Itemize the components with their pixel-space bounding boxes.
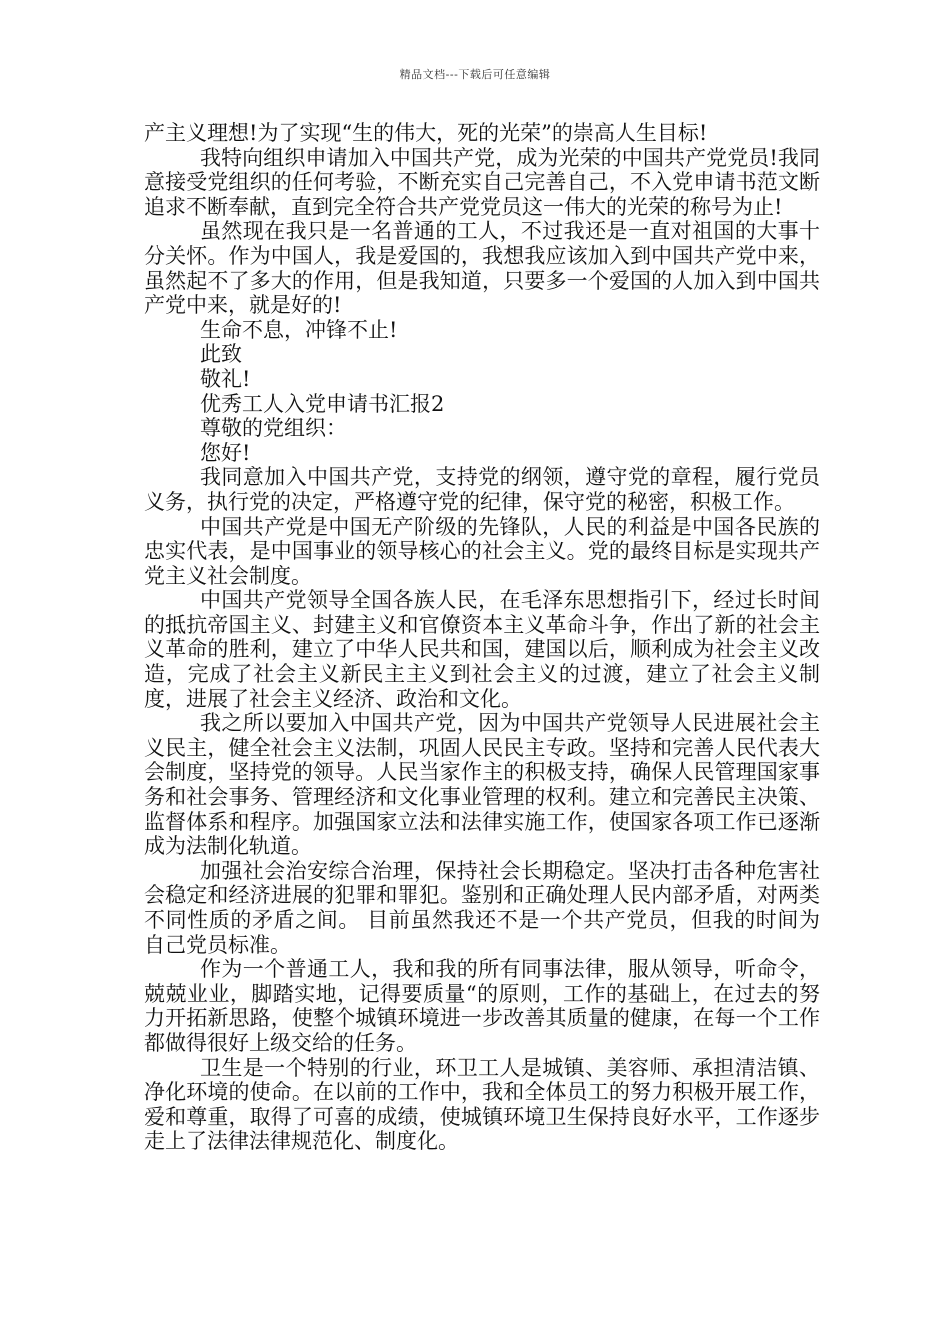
closing-salutation: 此致: [200, 342, 242, 367]
paragraph: 我同意加入中国共产党，支持党的纲领，遵守党的章程，履行党员义务，执行党的决定，严格遵守党的纪律，保守党的秘密，积极工作。: [144, 465, 820, 514]
paragraph: 加强社会治安综合治理，保持社会长期稳定。坚决打击各种危害社会稳定和经济进展的犯罪和罪犯。鉴别和正确处理人民内部矛盾，对两类不同性质的矛盾之间。 目前虽然我还不是一个共产党员，但我的时间为自己党员标准。: [144, 858, 820, 957]
paragraph: 作为一个普通工人，我和我的所有同事法律，服从领导，听命令，兢兢业业，脚踏实地，记得要质量“的原则，工作的基础上，在过去的努力开拓新思路，使整个城镇环境进一步改善其质量的健康，在每一个工作都做得很好上级交给的任务。: [144, 957, 820, 1055]
document-body: [144, 121, 820, 1154]
greeting: 您好!: [200, 440, 251, 465]
paragraph: 中国共产党领导全国各族人民，在毛泽东思想指引下，经过长时间的抵抗帝国主义、封建主义和官僚资本主义革命斗争，作出了新的社会主义革命的胜利，建立了中华人民共和国，建国以后，顺利成为社会主义改造，完成了社会主义新民主主义到社会主义的过渡，建立了社会主义制度，进展了社会主义经济、政治和文化。: [144, 588, 820, 711]
page-header: 精品文档---下载后可任意编辑: [399, 68, 551, 81]
paragraph: 我之所以要加入中国共产党，因为中国共产党领导人民进展社会主义民主，健全社会主义法制，巩固人民民主专政。坚持和完善人民代表大会制度，坚持党的领导。人民当家作主的积极支持，确保人民管理国家事务和社会事务、管理经济和文化事业管理的权利。建立和完善民主决策、监督体系和程序。加强国家立法和法律实施工作，使国家各项工作已逐渐成为法制化轨道。: [144, 711, 820, 859]
paragraph: 中国共产党是中国无产阶级的先锋队，人民的利益是中国各民族的忠实代表，是中国事业的领导核心的社会主义。党的最终目标是实现共产党主义社会制度。: [144, 514, 820, 588]
paragraph: 生命不息，冲锋不止!: [200, 317, 398, 342]
closing-salutation: 敬礼!: [200, 366, 251, 391]
section-title: 优秀工人入党申请书汇报2: [200, 391, 445, 416]
paragraph: 卫生是一个特别的行业，环卫工人是城镇、美容师、承担清洁镇、净化环境的使命。在以前的工作中，我和全体员工的努力积极开展工作，爱和尊重，取得了可喜的成绩，使城镇环境卫生保持良好水平，工作逐步走上了法律法律规范化、制度化。: [144, 1055, 820, 1154]
greeting: 尊敬的党组织：: [200, 416, 347, 441]
paragraph: 产主义理想!为了实现“生的伟大，死的光荣”的崇高人生目标!: [144, 121, 708, 145]
paragraph: 虽然现在我只是一名普通的工人，不过我还是一直对祖国的大事十分关怀。作为中国人，我是爱国的，我想我应该加入到中国共产党中来，虽然起不了多大的作用，但是我知道，只要多一个爱国的人加入到中国共产党中来，就是好的!: [144, 219, 820, 318]
paragraph: 我特向组织申请加入中国共产党，成为光荣的中国共产党党员!我同意接受党组织的任何考验，不断充实自己完善自己，不入党申请书范文断追求不断奉献，直到完全符合共产党党员这一伟大的光荣的称号为止!: [144, 145, 820, 219]
